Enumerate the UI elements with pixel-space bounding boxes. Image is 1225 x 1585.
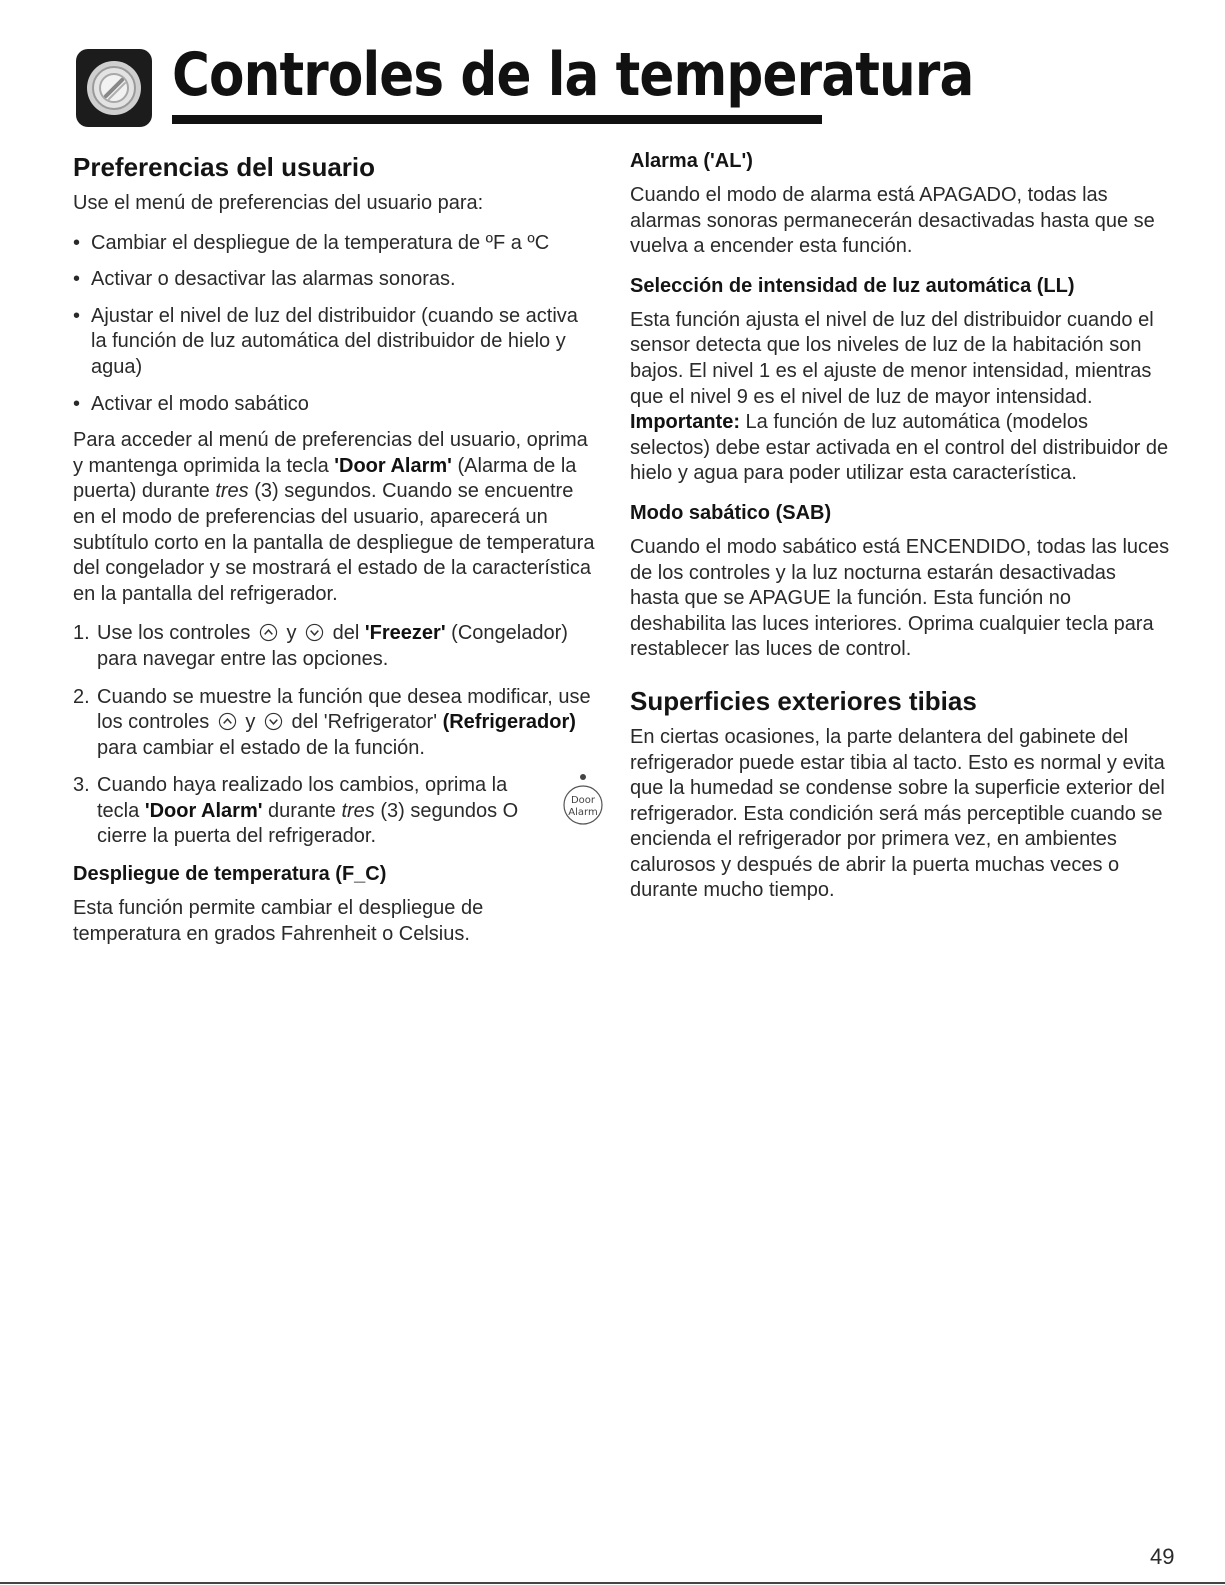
bottom-divider <box>0 1582 1225 1584</box>
warm-surfaces-text: En ciertas ocasiones, la parte delantera del gabinete del refrigerador puede estar tibia al tacto. Esto es normal y evita que la humedad se condense sobre la superficie exterior del refrigerador. Esta condición será más perceptible cuando se encienda el refrigerador por primera vez, en ambientes calurosos y después de abrir la puerta muchas veces o durante mucho tiempo. <box>630 725 1165 902</box>
subheading-temperature-display: Despliegue de temperatura (F_C) <box>73 863 387 886</box>
down-arrow-icon <box>305 623 324 642</box>
bullet-icon: • <box>73 268 81 291</box>
svg-text:Alarm: Alarm <box>568 807 598 819</box>
door-alarm-key-label: 'Door Alarm' <box>334 454 452 477</box>
freezer-key-label: 'Freezer' <box>364 622 446 645</box>
access-instructions: Para acceder al menú de preferencias del usuario, oprima y mantenga oprimida la tecla 'Door Alarm' (Alarma de la puerta) durante tres (3) segundos. Cuando se encuentre en el modo de preferencias del usuario, aparecerá un subtítulo corto en la pantalla de despliegue de temperatura del congelador y se mostrará el estado de la característica en la pantalla del refrigerador. <box>73 429 595 605</box>
steps-list <box>73 621 598 850</box>
up-arrow-icon <box>218 712 237 731</box>
dial-icon <box>76 49 152 127</box>
step-item: 1. Use los controles y del 'Freezer' (Congelador) para navegar entre las opciones. <box>73 622 568 670</box>
bullet-icon: • <box>73 392 81 415</box>
left-column <box>73 145 598 961</box>
list-item: • Activar o desactivar las alarmas sonoras. <box>73 267 595 293</box>
up-arrow-icon <box>259 623 278 642</box>
alarm-text: Cuando el modo de alarma está APAGADO, todas las alarmas sonoras permanecerán desactivadas hasta que se vuelva a encender esta función. <box>630 184 1155 258</box>
list-item: • Activar el modo sabático <box>73 392 595 418</box>
title-underline <box>172 115 822 124</box>
refrigerator-key-label: (Refrigerador) <box>442 711 576 734</box>
subheading-sabbath-mode: Modo sabático (SAB) <box>630 501 832 524</box>
list-item: • Cambiar el despliegue de la temperatura de ºF a ºC <box>73 231 595 257</box>
down-arrow-icon <box>264 712 283 731</box>
preferences-list <box>73 231 595 418</box>
bullet-icon: • <box>73 304 81 327</box>
door-alarm-button-icon <box>559 769 607 829</box>
svg-text:Door: Door <box>570 795 596 807</box>
sabbath-mode-text: Cuando el modo sabático está ENCENDIDO, todas las luces de los controles y la luz nocturna estarán desactivadas hasta que se APAGUE la función. Esta función no deshabilita las luces interiores. Oprima cualquier tecla para restablecer las luces de control. <box>630 535 1170 661</box>
section-heading-warm-surfaces: Superficies exteriores tibias <box>630 685 977 716</box>
page-number: 49 <box>1150 1544 1175 1569</box>
right-column <box>630 145 1170 918</box>
list-item: • Ajustar el nivel de luz del distribuidor (cuando se activa la función de luz automática del distribuidor de hielo y agua) <box>73 304 578 378</box>
important-label: Importante: <box>630 411 740 434</box>
temperature-display-text: Esta función permite cambiar el despliegue de temperatura en grados Fahrenheit o Celsius. <box>73 897 484 945</box>
bullet-icon: • <box>73 231 81 254</box>
intro-text: Use el menú de preferencias del usuario para: <box>73 192 484 214</box>
subheading-alarm: Alarma ('AL') <box>630 150 753 172</box>
subheading-light-intensity: Selección de intensidad de luz automática (LL) <box>630 274 1075 297</box>
step-item: 3. Cuando haya realizado los cambios, oprima la tecla 'Door Alarm' durante tres (3) segundos O cierre la puerta del refrigerador. Door Alarm <box>73 773 595 850</box>
section-heading-user-preferences: Preferencias del usuario <box>73 152 376 182</box>
page-title: Controles de la temperatura <box>172 40 974 110</box>
step-item: 2. Cuando se muestre la función que desea modificar, use los controles y del 'Refrigerator' (Refrigerador) para cambiar el estado de la función. <box>73 685 591 759</box>
door-alarm-key-label: 'Door Alarm' <box>144 799 263 822</box>
light-intensity-text: Esta función ajusta el nivel de luz del distribuidor cuando el sensor detecta que los niveles de luz de la habitación son bajos. El nivel 1 es el ajuste de menor intensidad, mientras que el nivel 9 es el nivel de luz de mayor intensidad. Importante: La función de luz automática (modelos selectos) debe estar activada en el control del distribuidor de hielo y agua para poder utilizar esta característica. <box>630 308 1169 485</box>
